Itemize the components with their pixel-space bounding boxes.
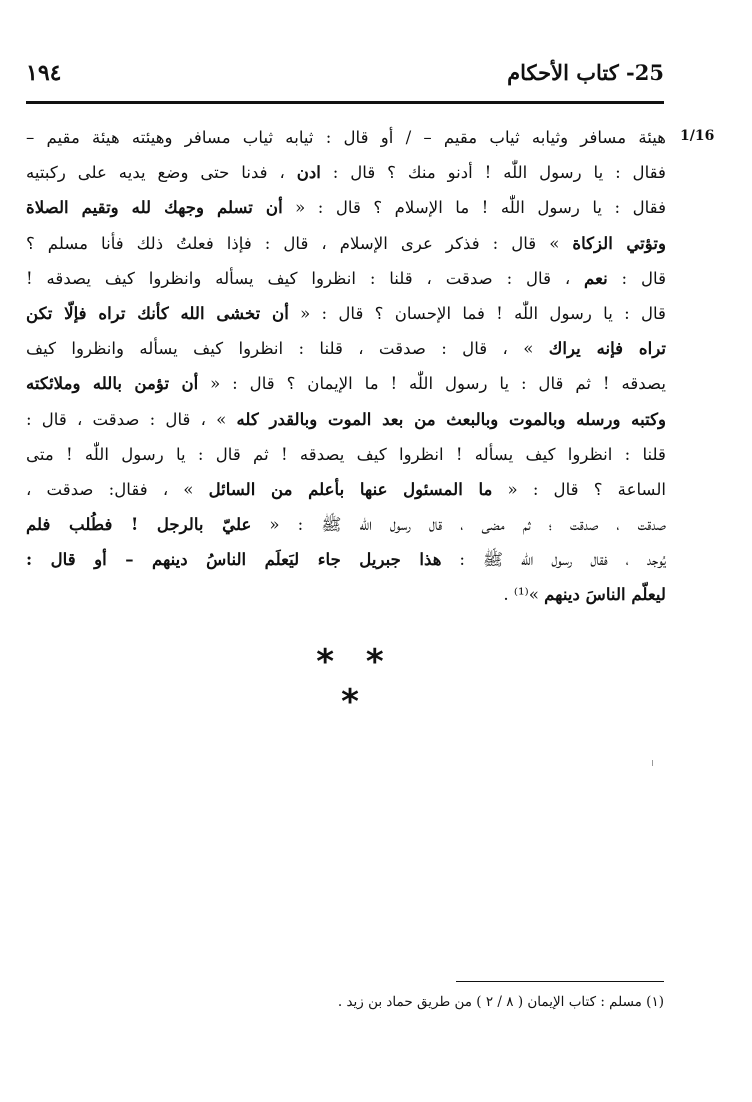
- text-line: [26, 542, 666, 577]
- section-separator: * * *: [316, 642, 394, 722]
- bold-hadith-segment: وتؤتي الزكاة: [572, 232, 666, 253]
- text-segment: فقال : يا رسول اللّٰه ! أدنو منك ؟ قال :: [320, 163, 666, 183]
- bold-hadith-segment: أن تخشى الله كأنك تراه فإلّا تكن: [26, 302, 289, 323]
- text-segment: يصدقه ! ثم قال : يا رسول اللّٰه ! ما الإيمان ؟ قال : «: [198, 374, 666, 394]
- bold-hadith-segment: عليّ بالرجل ! فطُلب فلم: [26, 514, 252, 535]
- text-line: [26, 577, 666, 612]
- text-line: [26, 402, 666, 437]
- text-segment: الساعة ؟ قال : «: [492, 479, 666, 499]
- bold-hadith-segment: أن تؤمن بالله وملائكته: [26, 373, 199, 394]
- footnote: (١) مسلم : كتاب الإيمان ( ٨ / ٢ ) من طريق حماد بن زيد .: [337, 994, 664, 1010]
- bold-hadith-segment: ما المسئول عنها بأعلم من السائل: [208, 478, 493, 499]
- text-line: [26, 120, 666, 155]
- text-segment: هيئة مسافر وثيابه ثياب مقيم – / أو قال : ثيابه ثياب مسافر وهيئته هيئة مقيم –: [26, 128, 666, 147]
- text-segment: فقال : يا رسول اللّٰه ! ما الإسلام ؟ قال : «: [282, 198, 666, 218]
- header-rule: [26, 101, 664, 104]
- bold-hadith-segment: وكتبه ورسله وبالموت وبالبعث من بعد الموت وبالقدر كله: [236, 408, 666, 429]
- text-line: [26, 296, 666, 331]
- text-line: [26, 472, 666, 507]
- text-segment: ، قال : صدقت ، قلنا : انظروا كيف يسأله وانظروا كيف يصدقه !: [26, 268, 585, 288]
- text-line: [26, 331, 666, 366]
- chapter-title: 25- كتاب الأحكام: [507, 60, 664, 85]
- bold-hadith-segment: نعم: [584, 267, 608, 288]
- bold-hadith-segment: ليعلّم الناسَ دينهم: [544, 584, 666, 605]
- text-segment: ، فدنا حتى وضع يديه على ركبتيه: [26, 163, 297, 183]
- text-line: [26, 226, 666, 261]
- text-segment: قال :: [607, 268, 666, 288]
- bold-hadith-segment: أن تسلم وجهك لله وتقيم الصلاة: [26, 197, 283, 218]
- text-line: [26, 261, 666, 296]
- text-segment: قال : يا رسول اللّٰه ! فما الإحسان ؟ قال : «: [288, 303, 666, 323]
- text-line: [26, 437, 666, 472]
- text-line: [26, 155, 666, 190]
- stray-mark: [652, 760, 653, 766]
- text-line: [26, 190, 666, 225]
- text-segment: يُوجد ، فقال رسول اللّٰه ﷺ :: [441, 550, 666, 570]
- text-line: [26, 507, 666, 542]
- text-segment: » ، فقال: صدقت ،: [26, 479, 209, 499]
- text-segment: » قال : فذكر عرى الإسلام ، قال : فإذا فعلتُ ذلك فأنا مسلم ؟: [26, 233, 573, 253]
- text-segment: قلنا : انظروا كيف يسأله ! انظروا كيف يصدقه ! ثم قال : يا رسول اللّٰه ! متى: [26, 444, 666, 464]
- text-segment: »⁽¹⁾ .: [503, 585, 545, 605]
- bold-hadith-segment: تراه فإنه يراك: [548, 338, 666, 359]
- text-line: [26, 366, 666, 401]
- hadith-text: [26, 120, 666, 613]
- page-header: [26, 54, 664, 98]
- bold-hadith-segment: ادن: [296, 162, 321, 183]
- bold-hadith-segment: هذا جبريل جاء ليَعلَم الناسُ دينهم – أو قال :: [26, 549, 442, 570]
- margin-reference: 1/16: [680, 128, 715, 144]
- text-segment: » ، قال : صدقت ، قال :: [26, 409, 237, 429]
- footnote-rule: [456, 981, 664, 982]
- text-segment: » ، قال : صدقت ، قلنا : انظروا كيف يسأله وانظروا كيف: [26, 339, 549, 359]
- page-number: ١٩٤: [26, 60, 62, 86]
- text-segment: صدقت ، صدقت ؛ ثم مضى ، قال رسول اللّٰه ﷺ : «: [251, 515, 666, 535]
